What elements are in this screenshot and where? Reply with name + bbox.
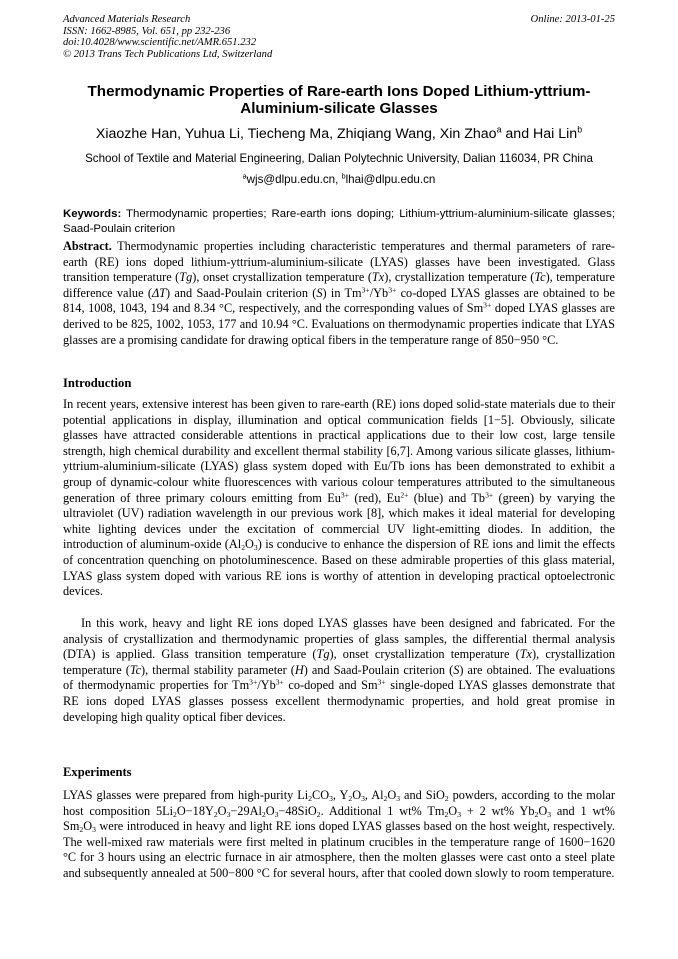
intro-text: ) are obtained. The evaluations of thermodynamic properties for Tm bbox=[63, 662, 615, 693]
exp-text: O bbox=[387, 788, 397, 802]
title-line-1: Thermodynamic Properties of Rare-earth Ions Doped Lithium-yttrium- bbox=[87, 83, 591, 100]
exp-sub: 3 bbox=[92, 825, 96, 835]
exp-text: O−18Y bbox=[176, 803, 214, 818]
journal-copyright: © 2013 Trans Tech Publications Ltd, Switzerland bbox=[63, 48, 273, 60]
exp-sub: 3 bbox=[547, 809, 552, 819]
exp-text: O bbox=[448, 803, 458, 818]
abstract-sup: 3+ bbox=[361, 285, 370, 295]
author-sup-b: b bbox=[577, 124, 583, 135]
keywords bbox=[63, 207, 615, 236]
intro-text: (green) by varying the ultraviolet (UV) radiation wavelength in our previous work [8], which makes it ideal material for developing white lighting devices under the excitation of commercial UV light-emitting diodes. In addition, the introduction of aluminum-oxide (Al bbox=[63, 490, 615, 552]
online-date: Online: 2013-01-25 bbox=[530, 14, 615, 25]
email-sup-a: a bbox=[242, 171, 247, 181]
intro-text: ) and Saad-Poulain criterion ( bbox=[303, 662, 454, 677]
author-list bbox=[63, 126, 615, 143]
exp-sub: 2 bbox=[444, 793, 449, 803]
intro-text: ), crystallization temperature ( bbox=[63, 647, 616, 677]
intro-text: O bbox=[245, 537, 254, 552]
intro-text: ), thermal stability parameter ( bbox=[141, 662, 295, 677]
keywords-text: Thermodynamic properties; Rare-earth ions doping; Lithium-yttrium-aluminium-silicate glasses; Saad-Poulain criterion bbox=[63, 208, 615, 235]
keywords-label: Keywords: bbox=[63, 208, 122, 220]
intro-text: In this work, heavy and light RE ions doped LYAS glasses have been designed and fabricated. For the analysis of crystallization and thermodynamic properties of glass samples, the differential thermal analysis (DTA) is applied. Glass transition temperature ( bbox=[63, 616, 615, 662]
abstract-symbol: S bbox=[316, 285, 323, 300]
intro-text: ) is conducive to enhance the dispersion of RE ions and limit the effects of concentration quenching on photoluminescence. Based on these admirable properties of this glass material, LYAS glass system doped with various RE ions is worthy of attention in developing practical optoelectronic devices. bbox=[63, 537, 616, 599]
email-b[interactable]: lhai@dlpu.edu.cn bbox=[345, 173, 436, 186]
exp-sub: 3 bbox=[361, 793, 365, 803]
abstract-text: ), onset crystallization temperature ( bbox=[192, 270, 372, 285]
exp-text: powders, according to the molar host composition 5Li bbox=[63, 788, 615, 818]
intro-sup: 3+ bbox=[377, 677, 386, 687]
intro-paragraph-1 bbox=[63, 397, 615, 600]
exp-sub: 2 bbox=[534, 809, 539, 819]
intro-symbol: Tc bbox=[129, 662, 142, 677]
journal-doi: doi:10.4028/www.scientific.net/AMR.651.232 bbox=[63, 37, 257, 49]
intro-text: ), onset crystallization temperature ( bbox=[329, 647, 520, 662]
intro-sup: 3+ bbox=[485, 490, 494, 499]
email-a[interactable]: wjs@dlpu.edu.cn, bbox=[246, 173, 342, 186]
exp-text: were introduced in heavy and light RE ions doped LYAS glasses based on the host weight, respectively. The well-mixed raw materials were first melted in platinum crucibles in the temperature range of 1600−1620 °C for 3 hours using an electric furnace in air atmosphere, then the molten glasses were cast onto a steel plate and subsequently annealed at 500−800 °C for several hours, after that cooled down slowly to room temperature. bbox=[63, 819, 615, 880]
title-line-2: Aluminium-silicate Glasses bbox=[240, 100, 438, 117]
abstract-text: ) in Tm bbox=[322, 285, 362, 300]
exp-text: O bbox=[352, 788, 362, 802]
exp-sub: 2 bbox=[213, 809, 218, 819]
exp-text: −48SiO bbox=[278, 803, 317, 818]
exp-sub: 2 bbox=[261, 809, 266, 819]
author-names: Xiaozhe Han, Yuhua Li, Tiecheng Ma, Zhiqiang Wang, Xin Zhao bbox=[95, 126, 497, 142]
intro-symbol: Tx bbox=[519, 647, 533, 662]
exp-text: O bbox=[265, 803, 275, 818]
abstract-text: Thermodynamic properties including characteristic temperatures and thermal parameters of rare-earth (RE) ions doped lithium-yttrium-aluminium-silicate (LYAS) glasses have been investigated. Glass transition temperature ( bbox=[63, 239, 615, 285]
exp-text: O bbox=[217, 803, 227, 818]
abstract-symbol: Tc bbox=[534, 270, 546, 285]
exp-sub: 2 bbox=[383, 793, 388, 803]
abstract-sup: 3+ bbox=[483, 300, 492, 310]
exp-text: and SiO bbox=[400, 788, 445, 802]
abstract bbox=[63, 239, 615, 348]
intro-text: single-doped LYAS glasses demonstrate that RE ions doped LYAS glasses possess excellent thermodynamic properties, and hold great promise in developing high quality optical fiber devices. bbox=[63, 678, 615, 724]
exp-sub: 3 bbox=[274, 809, 279, 819]
exp-text: + 2 wt% Yb bbox=[461, 803, 535, 818]
exp-sub: 2 bbox=[79, 825, 84, 835]
abstract-text: /Yb bbox=[369, 285, 389, 300]
intro-sup: 3+ bbox=[249, 677, 258, 687]
exp-sub: 3 bbox=[396, 793, 401, 803]
intro-symbol: S bbox=[453, 662, 460, 677]
abstract-symbol: Tx bbox=[371, 270, 385, 285]
author-emails bbox=[63, 173, 615, 187]
intro-sub: 2 bbox=[241, 543, 246, 553]
exp-sub: 2 bbox=[173, 809, 177, 819]
abstract-text: ), temperature difference value ( bbox=[63, 270, 615, 300]
intro-text: In recent years, extensive interest has been given to rare-earth (RE) ions doped solid-state materials due to their potential applications in display, illumination and optical communication fields [1−5]. Obviously, silicate glasses have attracted considerable attentions in practical applications due to their low cost, large tensile strength, high chemical durability and excellent thermal stability [6,7]. Among various silicate glasses, lithium-yttrium-aluminium-silicate (LYAS) glass system doped with Eu/Tb ions has been demonstrated to exhibit a group of dynamic-colour white fluorescences with various colour temperatures attributed to the simultaneous generation of three primary colours emitting from Eu bbox=[63, 397, 615, 505]
journal-header bbox=[63, 14, 615, 60]
abstract-text: co-doped LYAS glasses are obtained to be 814, 1008, 1043, 194 and 8.34 °C, respectively, and the corresponding values of Sm bbox=[63, 285, 616, 316]
exp-text: O bbox=[83, 819, 93, 834]
abstract-text: doped LYAS glasses are derived to be 825, 1002, 1053, 177 and 10.94 °C. Evaluations on thermodynamic properties indicate that LYAS glasses are a promising candidate for drawing optical fibers in the temperature range of 850−950 °C. bbox=[63, 301, 615, 347]
intro-text: co-doped and Sm bbox=[283, 678, 378, 693]
email-sup-b: b bbox=[341, 171, 346, 181]
intro-sup: 2+ bbox=[400, 490, 409, 499]
exp-sub: 3 bbox=[329, 793, 333, 803]
experiments-heading: Experiments bbox=[63, 765, 132, 779]
intro-sup: 3+ bbox=[340, 490, 349, 499]
exp-sub: 2 bbox=[348, 793, 353, 803]
author-last: and Hai Lin bbox=[501, 126, 578, 142]
journal-name: Advanced Materials Research bbox=[63, 14, 191, 25]
exp-text: . Additional 1 wt% Tm bbox=[320, 803, 445, 818]
exp-text: and 1 wt% Sm bbox=[63, 803, 615, 834]
abstract-symbol: ΔT bbox=[151, 285, 166, 300]
intro-text: (blue) and Tb bbox=[408, 490, 486, 505]
exp-text: , Al bbox=[364, 788, 384, 802]
intro-text: (red), Eu bbox=[349, 490, 401, 505]
journal-issn: ISSN: 1662-8985, Vol. 651, pp 232-236 bbox=[63, 25, 231, 37]
abstract-text: ) and Saad-Poulain criterion ( bbox=[166, 285, 317, 300]
experiments-paragraph bbox=[63, 788, 615, 882]
exp-text: O bbox=[538, 803, 548, 818]
exp-sub: 2 bbox=[308, 793, 312, 803]
abstract-symbol: Tg bbox=[179, 270, 193, 285]
intro-symbol: H bbox=[294, 662, 304, 677]
exp-sub: 2 bbox=[316, 809, 321, 819]
intro-symbol: Tg bbox=[316, 647, 330, 662]
exp-text: −29Al bbox=[230, 803, 262, 818]
intro-text: /Yb bbox=[257, 678, 276, 693]
exp-sub: 2 bbox=[444, 809, 449, 819]
abstract-text: ), crystallization temperature ( bbox=[384, 270, 535, 285]
paper-title bbox=[63, 83, 615, 117]
abstract-label: Abstract. bbox=[63, 239, 112, 253]
exp-sub: 3 bbox=[457, 809, 461, 819]
exp-sub: 3 bbox=[226, 809, 231, 819]
intro-paragraph-2 bbox=[63, 616, 615, 725]
exp-text: , Y bbox=[332, 788, 349, 802]
exp-text: LYAS glasses were prepared from high-purity Li bbox=[63, 788, 309, 802]
affiliation: School of Textile and Material Engineering, Dalian Polytechnic University, Dalian 116034, PR China bbox=[85, 152, 593, 165]
exp-text: CO bbox=[312, 788, 330, 802]
intro-sub: 3 bbox=[253, 543, 258, 553]
abstract-sup: 3+ bbox=[388, 285, 397, 295]
intro-heading: Introduction bbox=[63, 376, 132, 390]
author-sup-a: a bbox=[496, 124, 502, 135]
intro-sup: 3+ bbox=[275, 677, 284, 687]
